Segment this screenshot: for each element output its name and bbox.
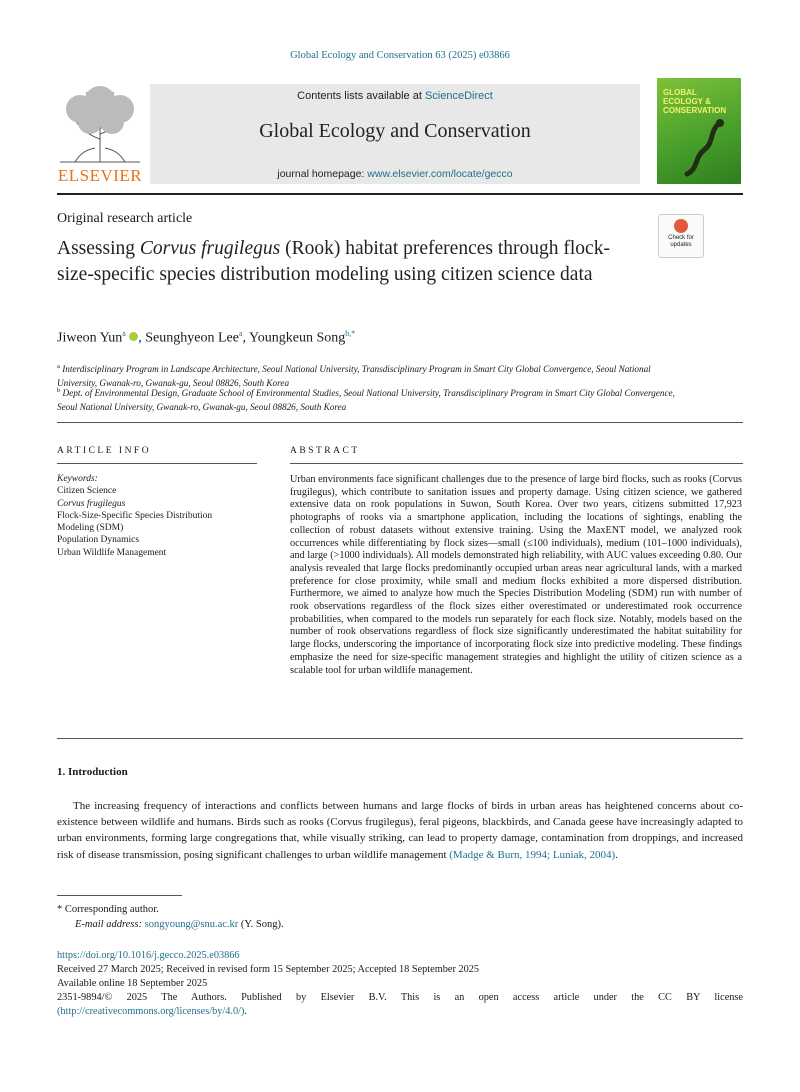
keyword: Urban Wildlife Management	[57, 547, 167, 558]
header-rule	[57, 193, 743, 195]
abstract-heading: ABSTRACT	[290, 446, 360, 456]
email-note: E-mail address: songyoung@snu.ac.kr (Y. Song).	[75, 919, 284, 930]
author-name[interactable]: Seunghyeon Lee	[145, 330, 239, 346]
corresponding-author-note: * Corresponding author.	[57, 904, 159, 915]
received-dates: Received 27 March 2025; Received in revised form 15 September 2025; Accepted 18 September 2025	[57, 964, 480, 975]
keyword: Citizen Science	[57, 486, 117, 497]
divider	[57, 463, 257, 464]
journal-homepage: journal homepage: www.elsevier.com/locate/gecco	[277, 168, 513, 180]
author-name[interactable]: Youngkeun Song	[249, 330, 346, 346]
keywords-label: Keywords:	[57, 474, 98, 484]
divider	[290, 463, 743, 464]
available-online: Available online 18 September 2025	[57, 978, 208, 989]
email-link[interactable]: songyoung@snu.ac.kr	[144, 919, 239, 930]
salamander-icon	[679, 118, 729, 178]
section-heading-introduction: 1. Introduction	[57, 766, 128, 778]
keyword: Modeling (SDM)	[57, 523, 124, 534]
elsevier-wordmark: ELSEVIER	[57, 166, 143, 185]
article-info-heading: ARTICLE INFO	[57, 446, 152, 456]
article-title: Assessing Corvus frugilegus (Rook) habitat preferences through flock-size-specific species distribution modeling using citizen science data	[57, 238, 610, 285]
journal-cover-image	[657, 78, 741, 184]
cover-title: GLOBAL ECOLOGY & CONSERVATION	[663, 88, 727, 115]
article-type: Original research article	[57, 211, 193, 226]
divider	[57, 738, 743, 739]
keyword: Flock-Size-Specific Species Distribution	[57, 510, 213, 521]
license-link[interactable]: (http://creativecommons.org/licenses/by/4.0/)	[57, 1006, 245, 1017]
orcid-icon[interactable]	[129, 332, 138, 341]
reference-link[interactable]: (Madge & Burn, 1994; Luniak, 2004)	[449, 848, 616, 861]
bookmark-icon	[674, 219, 688, 233]
introduction-paragraph: The increasing frequency of interactions and conflicts between humans and large flocks of birds in urban areas has heightened concerns about co-existence between wildlife and humans. Birds such as rooks (Corvus frugilegus), feral pigeons, blackbirds, and Canada geese have increasingly adapted to urban environments, forming large congregations that, while visually striking, can lead to property damage, contamination from droppings, and increased risk of disease transmission, posing significant challenges to urban wildlife management (Madge & Burn, 1994; Luniak, 2004).	[57, 800, 743, 861]
keywords-block	[57, 473, 257, 559]
sciencedirect-link[interactable]: ScienceDirect	[424, 90, 493, 102]
divider	[57, 422, 743, 423]
contents-available: Contents lists available at ScienceDirect	[297, 90, 493, 102]
check-updates-label: Check for updates	[668, 235, 694, 248]
license-text: 2351-9894/© 2025 The Authors. Published by Elsevier B.V. This is an open access article under the CC BY license	[57, 992, 743, 1003]
homepage-link[interactable]: www.elsevier.com/locate/gecco	[367, 168, 513, 180]
journal-masthead	[150, 84, 640, 184]
journal-citation[interactable]: Global Ecology and Conservation 63 (2025) e03866	[290, 50, 510, 61]
affiliation-b: $^b$ Dept. of Environmental Design, Graduate School of Environmental Studies, Seoul National University, Transdisciplinary Program in Smart City Global Convergence, Seoul National University, Gwanak-ro, Gwanak-gu, Seoul 08826, South Korea	[57, 387, 675, 412]
author-name[interactable]: Jiweon Yun	[57, 330, 123, 346]
license-line: (http://creativecommons.org/licenses/by/4.0/).	[57, 1006, 247, 1017]
author-list: Jiweon Yun$^a$ , Seunghyeon Lee$^a$, Youngkeun Song$^{b,*}$	[57, 329, 356, 346]
abstract-text: Urban environments face significant challenges due to the presence of large bird flocks, such as rooks (Corvus frugilegus), which contribute to sanitation issues and property damage. Using citizen science, we gathered extensive data on rook populations in Suwon, South Korea. Over two years, citizens submitted 17,923 photographs of rooks via a smartphone application, including the locations of sightings, enabling the collection of robust datasets without extensive training. Using the MaxENT model, we analyzed rook occurrences while differentiating by flock sizes—small (≤100 individuals), medium (101–1000 individuals), and large (>1000 individuals). All models demonstrated high reliability, with AUC values exceeding 0.80. Our analysis revealed that large flocks predominantly occupied urban areas near agricultural lands, with a marked preference for close proximity, while small and medium flocks exhibited a more dispersed distribution. Furthermore, we aimed to analyze how much the Species Distribution Modeling (SDM) run with number of rook observations regardless of the flock sizes either overestimated or underestimated rook occurrence probabilities, when compared to the models run separately for each flock size. Notably, models based on the number of rook observations regardless of flock size significantly underestimated the habitat suitability for large flocks, underscoring the importance of incorporating flock size into predictive modeling. These findings emphasize the need for size-specific management strategies and highlight the utility of citizen science as a scalable tool for urban wildlife management.	[290, 474, 742, 676]
check-for-updates-button[interactable]	[658, 214, 704, 258]
journal-name: Global Ecology and Conservation	[259, 120, 531, 142]
footnote-rule	[57, 895, 182, 896]
affiliation-a: $^a$ Interdisciplinary Program in Landscape Architecture, Seoul National University, Transdisciplinary Program in Smart City Global Convergence, Seoul National University, Gwanak-ro, Gwanak-gu, Seoul 08826, South Korea	[57, 363, 651, 388]
keyword: Corvus frugilegus	[57, 498, 126, 509]
keyword: Population Dynamics	[57, 535, 140, 546]
doi-link[interactable]: https://doi.org/10.1016/j.gecco.2025.e03866	[57, 950, 240, 961]
